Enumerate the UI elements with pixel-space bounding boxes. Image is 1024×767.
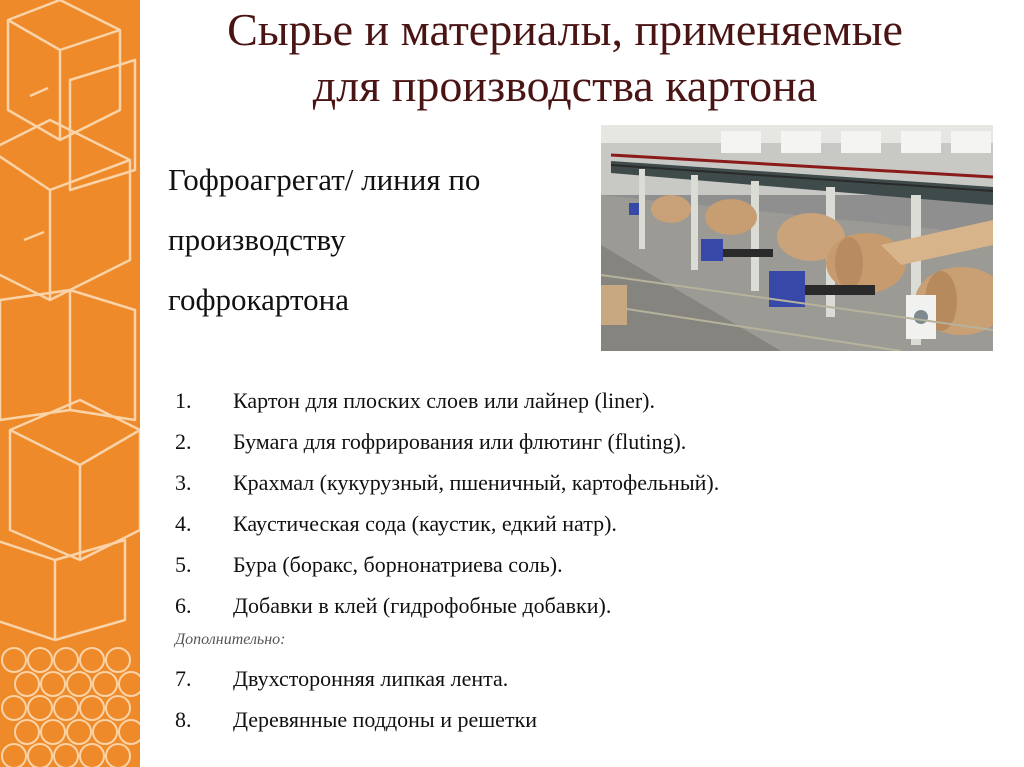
list-item-text: Крахмал (кукурузный, пшеничный, картофельный). bbox=[233, 470, 720, 495]
additional-note-text: Дополнительно: bbox=[175, 631, 286, 648]
slide-title-line-1: Сырье и материалы, применяемые bbox=[227, 4, 903, 55]
list-item-number: 5. bbox=[175, 552, 192, 577]
corrugator-heading bbox=[168, 150, 588, 330]
list-item-number: 4. bbox=[175, 511, 192, 536]
list-item bbox=[175, 380, 995, 421]
list-item-text: Деревянные поддоны и решетки bbox=[233, 707, 538, 732]
list-item-text: Бура (боракс, борнонатриева соль). bbox=[233, 552, 563, 577]
list-item-number: 8. bbox=[175, 707, 192, 732]
decorative-side-band bbox=[0, 0, 140, 767]
list-item bbox=[175, 585, 995, 626]
list-item bbox=[175, 462, 995, 503]
corrugator-heading-line-1: Гофроагрегат/ линия по bbox=[168, 162, 481, 197]
additional-note bbox=[175, 626, 995, 658]
list-item-text: Двухсторонняя липкая лента. bbox=[233, 666, 509, 691]
list-item-number: 2. bbox=[175, 429, 192, 454]
slide-title bbox=[150, 2, 980, 114]
list-item bbox=[175, 503, 995, 544]
list-item bbox=[175, 658, 995, 699]
list-item-text: Бумага для гофрирования или флютинг (fluting). bbox=[233, 429, 687, 454]
list-item bbox=[175, 699, 995, 740]
list-item-number: 3. bbox=[175, 470, 192, 495]
list-item-text: Добавки в клей (гидрофобные добавки). bbox=[233, 593, 612, 618]
list-item bbox=[175, 421, 995, 462]
list-item-number: 7. bbox=[175, 666, 192, 691]
list-item-text: Каустическая сода (каустик, едкий натр). bbox=[233, 511, 617, 536]
materials-list bbox=[175, 380, 995, 740]
cardboard-boxes-illustration bbox=[0, 0, 140, 767]
list-item-text: Картон для плоских слоев или лайнер (liner). bbox=[233, 388, 655, 413]
corrugator-line-photo bbox=[601, 125, 993, 351]
list-item bbox=[175, 544, 995, 585]
slide-title-line-2: для производства картона bbox=[312, 60, 818, 111]
corrugator-heading-line-3: гофрокартона bbox=[168, 282, 349, 317]
list-item-number: 1. bbox=[175, 388, 192, 413]
corrugator-heading-line-2: производству bbox=[168, 222, 346, 257]
list-item-number: 6. bbox=[175, 593, 192, 618]
